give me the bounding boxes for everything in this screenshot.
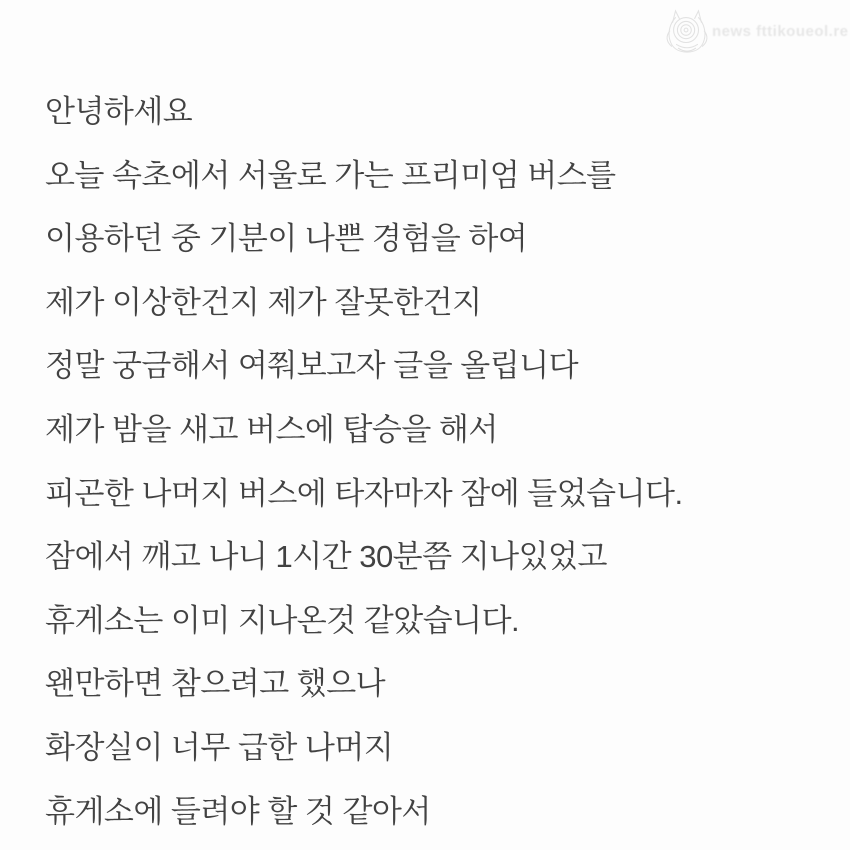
post-line: 안녕하세요 — [45, 94, 193, 129]
post-line: 왠만하면 참으려고 했으나 — [45, 666, 386, 702]
watermark-text: news fttikoueol.re — [712, 22, 849, 40]
post-line: 오늘 속초에서 서울로 가는 프리미엄 버스를 — [45, 157, 616, 193]
post-body — [45, 80, 835, 843]
post-line: 피곤한 나머지 버스에 타자마자 잠에 들었습니다. — [45, 475, 683, 511]
watermark — [664, 8, 849, 54]
post-line: 제가 밤을 새고 버스에 탑승을 해서 — [45, 411, 498, 447]
post-line: 잠에서 깨고 나니 1시간 30분쯤 지나있었고 — [45, 539, 607, 575]
owl-logo-icon — [664, 8, 710, 54]
post-line: 이용하던 중 기분이 나쁜 경험을 하여 — [45, 221, 528, 257]
post-line: 정말 궁금해서 여쭤보고자 글을 올립니다 — [45, 348, 579, 384]
post-line: 제가 이상한건지 제가 잘못한건지 — [45, 284, 482, 320]
post-line: 화장실이 너무 급한 나머지 — [45, 729, 394, 765]
post-line: 휴게소는 이미 지나온것 같았습니다. — [45, 602, 520, 638]
post-line: 휴게소에 들려야 할 것 같아서 — [45, 793, 431, 829]
